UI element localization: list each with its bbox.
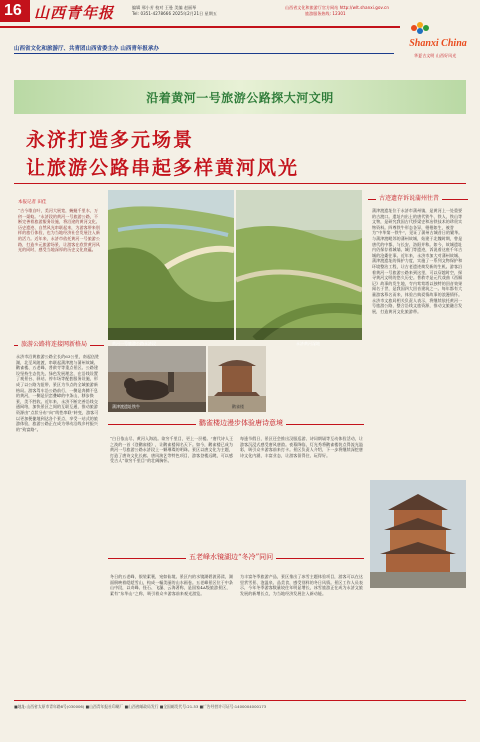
brand-en: Shanxi China xyxy=(409,38,467,49)
pavilion-image-icon xyxy=(370,480,466,588)
shanxi-logo-icon xyxy=(400,18,476,56)
sponsor-rule xyxy=(14,53,394,54)
caption-photo-1: 黄河一号旅游公路永济段 xyxy=(112,341,156,346)
caption-photo-4: 鹳雀楼 xyxy=(232,404,244,409)
bottom-text-right: 为丰富冬季旅游产品，景区推出了冰雪主题体验项目，游客可以在这里赏雪景、泡温泉、品美食，感受别样的冬日风情。景区工作人员表示，今年冬季游客数量较往年明显增长，冰雪旅游正在成为永济文旅发展的新增长点，为当地经济发展注入新动能。 xyxy=(240,574,363,596)
photo-iron-ox xyxy=(108,346,206,412)
footer-text: ■地址:山西省太原市青年路8号(030006) ■山西青年报社印刷厂 ■山西省邮政局发行 ■全国邮发代号:21-53 ■广告经营许可证号:1400004000173 xyxy=(14,704,267,709)
right-section-title: 古迹遗存诉说蒲州往昔 xyxy=(376,193,442,202)
wetland-image-icon xyxy=(236,190,362,340)
issue-line-2: Tel: 0351-4278666 2025年2月21日 星期五 xyxy=(132,11,217,16)
photo-wetland xyxy=(236,190,362,340)
headline-rule xyxy=(14,183,466,184)
photo-road-aerial xyxy=(108,190,234,340)
contact-line-1: 山西省文化和旅游厅官方网站 http://wlt.shanxi.gov.cn xyxy=(285,5,389,10)
contact-line-2: 旅游服务热线: 12301 xyxy=(305,11,346,16)
tower-image-icon xyxy=(208,346,266,412)
intro-text: “古今歌自叶，美河大展宽，蜿蜒千里水，万仞一渠蛟。”永济段的黄河一号旅游公路，不断完善着旅游服务设施，将沿途的黄河文化、历史遗迹、自然风光串联起来，为游客带来别样的旅行体验，也为当地经济社会发展注入新的活力。近年来，永济市依托黄河一号旅游公路，打造多元旅游场景，让游客在欣赏黄河风光的同时，感受当地深厚的历史文化底蕴。 xyxy=(18,208,100,253)
iron-ox-image-icon xyxy=(108,346,206,412)
footer-rule xyxy=(14,700,466,701)
caption-photo-2: 永济黄河湿地 xyxy=(296,341,320,346)
mid-section-title: 鹳雀楼边漫步体验唐诗意境 xyxy=(196,418,286,428)
bottom-text-left: 冬日的五老峰，银装素裹，宛如仙境。景区内的水镜湖碧波荡漾，湖面倒映着皑皑雪山，构成一幅美丽的山水画卷。五老峰景区位于中条山中段，以奇峰、怪石、飞瀑、云海著称，是国家4A级旅游景区，素有“东华山”之称，吸引着众多游客前来观光游览。 xyxy=(110,574,233,596)
photo-pavilion xyxy=(370,480,466,588)
byline: 本报记者 田佳 xyxy=(18,200,47,205)
masthead: 山西青年报 xyxy=(34,4,115,22)
headline-line-1: 永济打造多元场景 xyxy=(26,129,195,151)
header-rule xyxy=(0,26,400,28)
page-number: 16 xyxy=(4,2,22,19)
photo-tower xyxy=(208,346,266,412)
road-aerial-image-icon xyxy=(108,190,234,340)
mid-text-right: 每逢节假日，景区还会推出汉服巡游、诗词朗诵等互动体验活动，让游客沉浸式感受唐风唐韵。夜幕降临，灯光秀将鹳雀楼装点得流光溢彩，吸引众多游客前来打卡。景区负责人介绍，下一步将继续深挖唐诗文化内涵，丰富业态，让游客留得住、玩得好。 xyxy=(240,436,363,458)
banner-title: 沿着黄河一号旅游公路探大河文明 xyxy=(146,91,334,105)
brand-slogan: 华夏古文明 山西好风光 xyxy=(414,53,457,58)
right-section-text: 蒲津渡遗址位于永济市蒲州镇，是黄河上一处重要的古渡口。遗址内出土的唐代铁牛、铁人、铁山等文物，是研究我国古代桥梁史和冶铁技术的珍贵实物资料。四尊铁牛形态各异，栩栩如生，被誉为“中华第一铁牛”，见证了蒲州古城昔日的繁华。与蒲津渡毗邻的蒲州故城，始建于北魏时期，曾是唐代的中都，与长安、洛阳并称。如今，故城遗址内仍保存着城墙、城门等遗迹，诉说着这座千年古城的沧桑往事。近年来，永济市加大对蒲州故城、蒲津渡遗址的保护力度，实施了一系列文物保护和环境整治工程，让古老遗迹焕发新的生机。游客沿着黄河一号旅游公路来到这里，可以穿越时空，探寻黄河文明的悠久历史。普救寺是元代戏曲《西厢记》故事的发生地，寺内莺莺塔以独特的回音效果闻名于世，是我国四大回音建筑之一。每年都有大量游客慕名而来，体验古典爱情故事的浪漫情怀。永济市文旅局相关负责人表示，将继续依托黄河一号旅游公路，整合沿线文旅资源，推动文旅融合发展，打造黄河文化旅游带。 xyxy=(372,208,463,314)
issue-line-1: 编辑 邢小芳 校对 王曼 美编 赵丽琴 xyxy=(132,5,197,10)
road-section-text: 永济市沿黄旅游公路全长约63公里，南起伍姓湖，北至风陵渡，串联起蒲津渡与蒲州故城、鹳雀楼、五老峰、普救寺等重点景区。公路建设坚持生态优先、绿色发展理念，在沿线设置了观景台、驿站、停车场等配套服务设施，形成了以公路为纽带、景区为节点的全域旅游新格局。游客驾车沿公路前行，一侧是奔腾不息的黄河，一侧是层峦叠嶂的中条山，移步换景，美不胜收。近年来，永济不断完善沿线交通网络，加快景区之间的互联互通，推动旅游资源由“点状分布”向“线性串联”转变，游客可以更加便捷地到达各个景点，享受一站式的旅游体验，旅游公路正在成为带动沿线乡村振兴的“致富路”。 xyxy=(16,354,100,432)
mid-text-left: “白日依山尽，黄河入海流。欲穷千里目，更上一层楼。”唐代诗人王之涣的一首《登鹳雀楼》，让鹳雀楼闻名天下。如今，鹳雀楼已成为黄河一号旅游公路永济段上一颗璀璨的明珠。景区以唐文化为主题，打造了唐诗文化长廊、唐风演艺等特色项目，游客登楼远眺，可以感受古人“欲穷千里目”的壮阔胸怀。 xyxy=(110,436,234,464)
bottom-section-title: 五老峰水镜湖边“冬冷”同问 xyxy=(186,552,276,562)
brand-logo xyxy=(400,18,476,56)
sponsor-line: 山西省文化和旅游厅、共青团山西省委主办 山西青年报承办 xyxy=(14,46,159,52)
caption-photo-3: 蒲津渡遗址铁牛 xyxy=(112,404,140,409)
headline-line-2: 让旅游公路串起多样黄河风光 xyxy=(26,157,300,179)
road-section-title: 旅游公路将连接网新格局 xyxy=(18,339,90,348)
